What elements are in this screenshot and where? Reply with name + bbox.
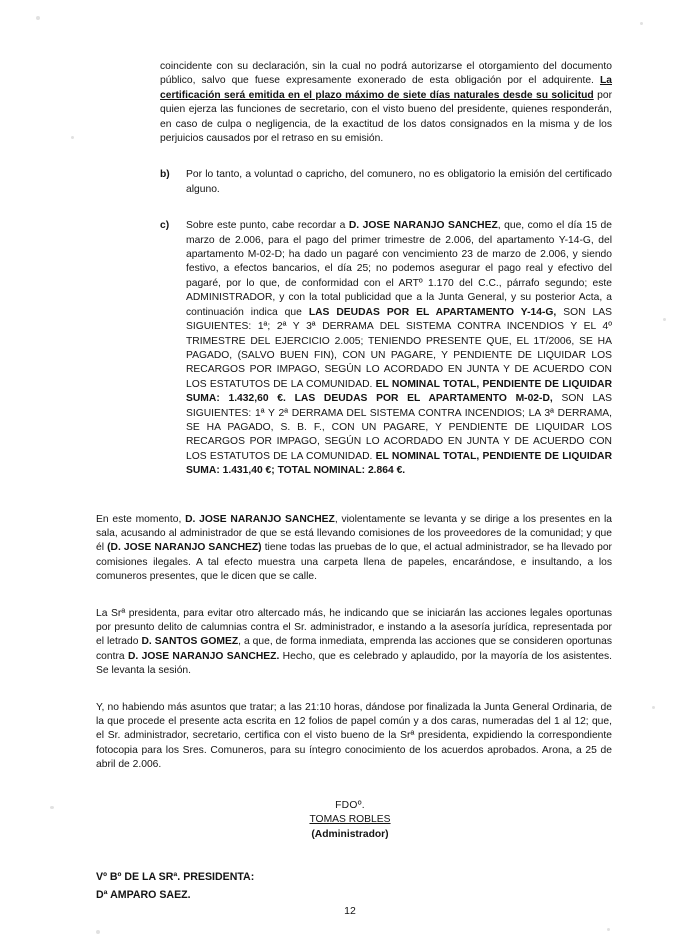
narrative-text-2b: , a que, de forma inmediata, emprenda las acciones que se consideren oportunas contra (96, 636, 612, 662)
scan-artifact (663, 318, 666, 321)
signature-block (88, 799, 612, 843)
person-name: (D. JOSE NARANJO SANCHEZ) (107, 542, 262, 554)
person-name: D. JOSE NARANJO SANCHEZ (185, 513, 335, 525)
debt-total-2: EL NOMINAL TOTAL, PENDIENTE DE LIQUIDAR SUMA: 1.431,40 €; TOTAL NOMINAL: 2.864 €. (186, 450, 613, 477)
narrative-paragraph-2 (96, 607, 612, 679)
page-number: 12 (344, 905, 356, 917)
list-item-marker: b) (160, 169, 170, 181)
list-item-text (186, 219, 612, 478)
debt-heading-1: LAS DEUDAS POR EL APARTAMENTO Y-14-G, (308, 306, 557, 318)
signature-name: TOMAS ROBLES (309, 814, 391, 826)
narrative-paragraph-1 (96, 513, 612, 585)
clause-text-1: Sobre este punto, cabe recordar a (186, 220, 349, 232)
scan-artifact (652, 706, 655, 709)
debt-total-1: EL NOMINAL TOTAL, PENDIENTE DE LIQUIDAR SUMA: 1.432,60 €. LAS DEUDAS POR EL APARTAMENTO M-02-D, (186, 378, 613, 405)
scan-artifact (607, 928, 610, 931)
clause-text-2: , que, como el día 15 de marzo de 2.006, para el pago del primer trimestre de 2.006, del apartamento Y-14-G, del apartamento M-02-D; ha dado un pagaré con vencimiento 23 de marzo de 2.006, y siendo festivo, a efectos bancarios, el día 25; no podemos asegurar el pago real y efectivo del pagaré, por lo que, de conformidad con el ARTº 1.170 del C.C., párrafo segundo; este ADMINISTRADOR, y con la total publicidad que a la Junta General, y su posterior Acta, a continuación indica que (186, 220, 612, 318)
person-name: D. JOSE NARANJO SANCHEZ. (127, 650, 280, 662)
clause-text-3: SON LAS SIGUIENTES: 1ª; 2ª Y 3ª DERRAMA DEL SISTEMA CONTRA INCENDIOS Y EL 4º TRIMESTRE DEL EJERCICIO 2.005; TENIENDO PRESENTE QUE, EL 1T/2006, SE HA PAGADO, (SALVO BUEN FIN), CON UN PAGARE, Y PENDIENTE DE LIQUIDAR LOS RECARGOS POR IMPAGO, SEGÚN LO ACORDADO EN JUNTA Y DE ACUERDO CON LOS ESTATUTOS DE LA COMUNIDAD. (186, 306, 612, 390)
document-body (88, 60, 612, 904)
scan-artifact (71, 136, 74, 139)
scan-artifact (640, 22, 643, 25)
list-item-marker: c) (160, 220, 170, 232)
list-item (160, 168, 612, 197)
intro-paragraph (160, 60, 612, 146)
approval-line-2: Dª AMPARO SAEZ. (96, 889, 191, 902)
list-item (160, 219, 612, 478)
scan-artifact (36, 16, 40, 20)
intro-text-tail: por quien ejerza las funciones de secretario, con el visto bueno del presidente, quienes responderán, en caso de culpa o negligencia, de la exactitud de los datos consignados en la misma y de los perjuicios causados por el retraso en su emisión. (160, 89, 613, 145)
approval-block (96, 868, 612, 904)
narrative-text-2c: Hecho, que es celebrado y aplaudido, por la mayoría de los asistentes. Se levanta la sesión. (96, 650, 612, 677)
narrative-paragraph-3: Y, no habiendo más asuntos que tratar; a las 21:10 horas, dándose por finalizada la Junta General Ordinaria, de la que procede el presente acta escrita en 12 folios de papel común y a dos caras, numeradas del 1 al 12; que, el Sr. administrador, secretario, certifica con el visto bueno de la Srª presidenta, expidiendo la correspondiente fotocopia para los Sres. Comuneros, para su íntegro conocimiento de los acuerdos aprobados. Arona, a 25 de abril de 2.006. (96, 701, 612, 771)
narrative-text-1c: tiene todas las pruebas de lo que, el actual administrador, se ha llevado por comisiones ilegales. A tal efecto muestra una carpeta llena de papeles, encarándose, e insultando, a los comuneros presentes, que le dicen que se calle. (96, 542, 612, 583)
person-name: D. SANTOS GOMEZ (141, 636, 239, 648)
narrative-text-1b: , violentamente se levanta y se dirige a los presentes en la sala, acusando al administrador de que se está llevando comisiones de los proveedores de la comunidad; y que él (96, 513, 612, 554)
narrative-text-2a: La Srª presidenta, para evitar otro altercado más, he indicando que se iniciarán las acciones legales oportunas por presunto delito de calumnias contra el Sr. administrador, e instando a la asesoría jurídica, representada por el letrado (96, 607, 612, 648)
signature-role: (Administrador) (311, 828, 389, 840)
signature-fdo-label: FDOº. (335, 799, 365, 811)
clause-text-4: SON LAS SIGUIENTES: 1ª Y 2ª DERRAMA DEL SISTEMA CONTRA INCENDIOS; LA 3ª DERRAMA, SE HA PAGADO, S. B. F., CON UN PAGARE, Y PENDIENTE DE LIQUIDAR LOS RECARGOS POR IMPAGO, SEGÚN LO ACORDADO EN JUNTA Y DE ACUERDO CON LOS ESTATUTOS DE LA COMUNIDAD. (186, 393, 612, 462)
approval-line-1: Vº Bº DE LA SRª. PRESIDENTA: (96, 871, 255, 884)
person-name: D. JOSE NARANJO SANCHEZ (348, 220, 498, 232)
list-item-text: Por lo tanto, a voluntad o capricho, del comunero, no es obligatorio la emisión del certificado alguno. (186, 169, 612, 195)
scan-artifact (50, 806, 54, 809)
intro-text-emphasis: La certificación será emitida en el plazo máximo de siete días naturales desde su solicitud (160, 75, 612, 101)
narrative-text-1a: En este momento, (96, 513, 186, 525)
intro-text-lead: coincidente con su declaración, sin la cual no podrá autorizarse el otorgamiento del documento público, salvo que fuese expresamente exonerado de esta obligación por el adquirente. (160, 61, 612, 87)
scan-artifact (96, 930, 100, 934)
